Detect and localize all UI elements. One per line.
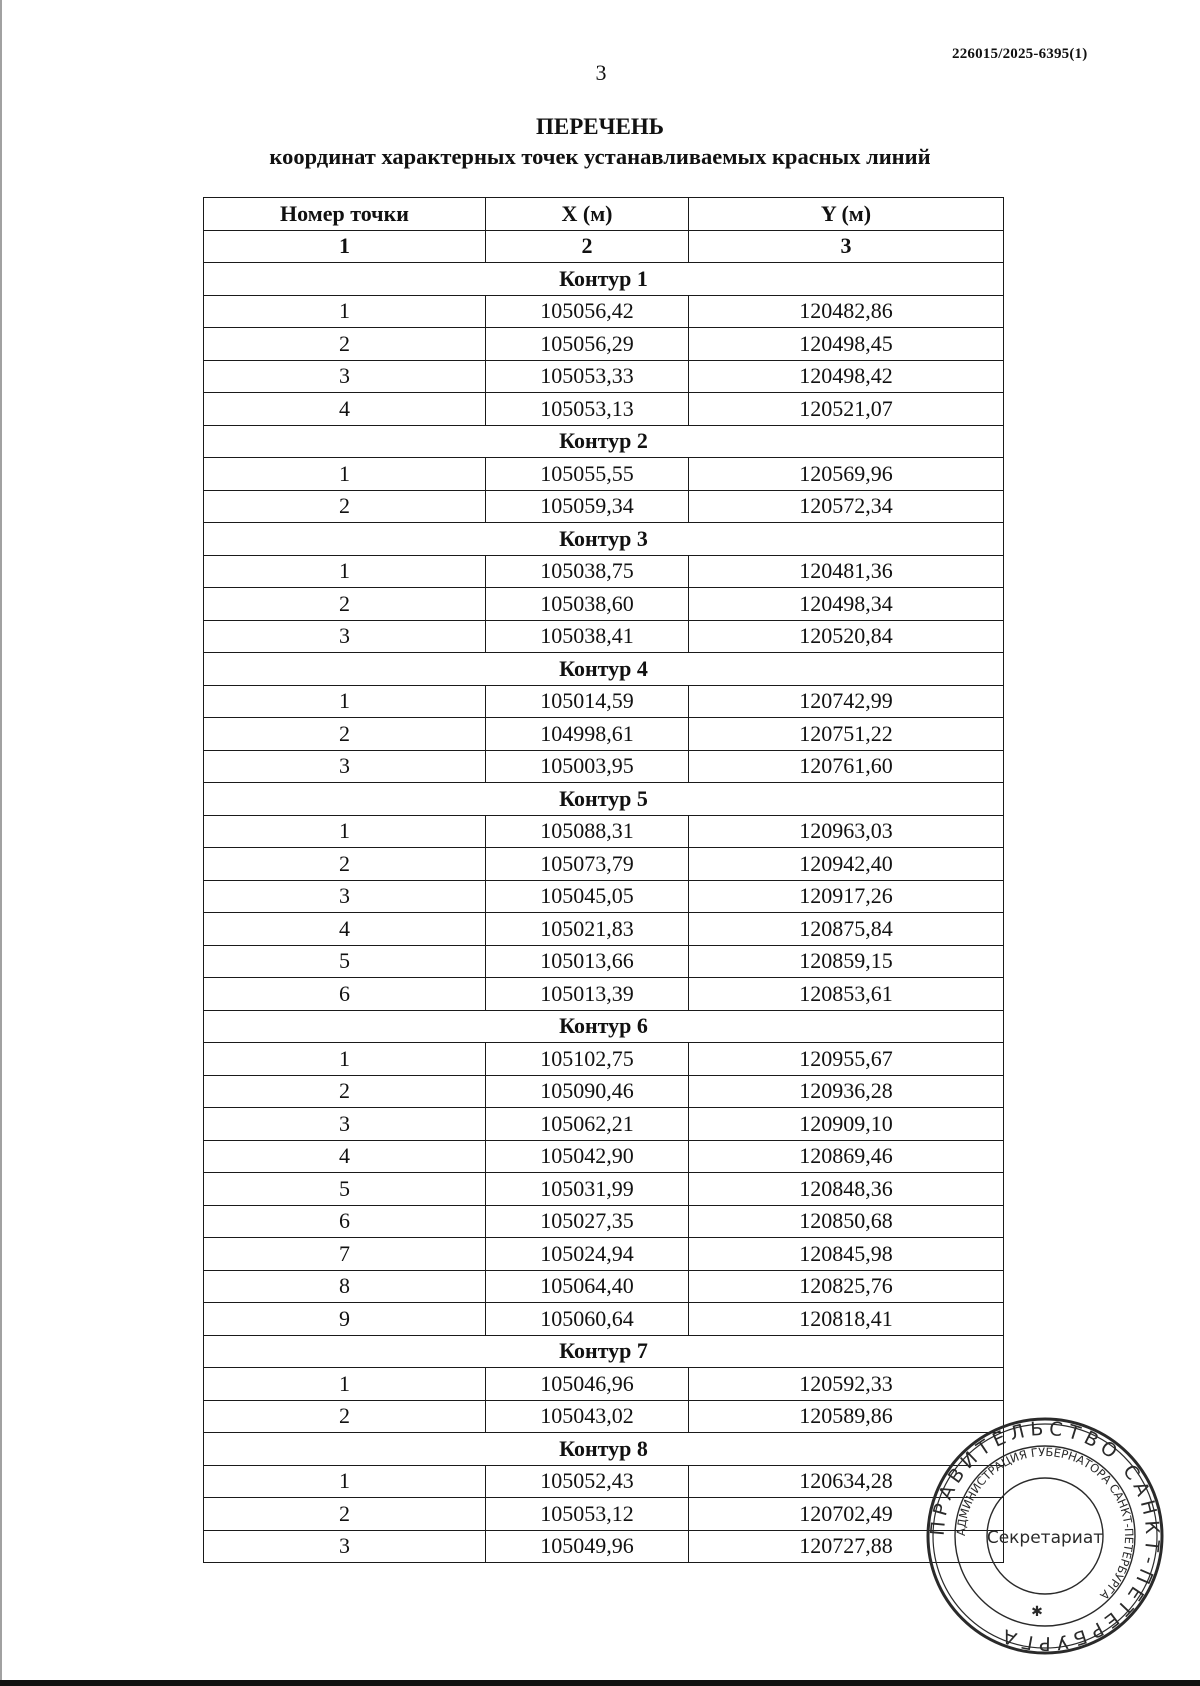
- x-coordinate-cell: 105027,35: [486, 1205, 689, 1238]
- x-coordinate-cell: 105102,75: [486, 1043, 689, 1076]
- y-coordinate-cell: 120875,84: [689, 913, 1004, 946]
- table-row: [204, 1238, 1004, 1271]
- table-row: [204, 1205, 1004, 1238]
- y-coordinate-cell: 120955,67: [689, 1043, 1004, 1076]
- x-coordinate-cell: 105045,05: [486, 880, 689, 913]
- point-number-cell: 2: [204, 1075, 486, 1108]
- x-coordinate-cell: 105064,40: [486, 1270, 689, 1303]
- contour-label: Контур 6: [204, 1010, 1004, 1043]
- contour-label: Контур 7: [204, 1335, 1004, 1368]
- point-number-cell: 7: [204, 1238, 486, 1271]
- x-coordinate-cell: 105052,43: [486, 1465, 689, 1498]
- y-coordinate-cell: 120869,46: [689, 1140, 1004, 1173]
- page-number: 3: [595, 60, 607, 85]
- x-coordinate-cell: 105038,41: [486, 620, 689, 653]
- point-number-cell: 6: [204, 978, 486, 1011]
- table-row: [204, 555, 1004, 588]
- point-number-cell: 2: [204, 848, 486, 881]
- x-coordinate-cell: 105046,96: [486, 1368, 689, 1401]
- point-number-cell: 9: [204, 1303, 486, 1336]
- table-row: [204, 1498, 1004, 1531]
- y-coordinate-cell: 120498,34: [689, 588, 1004, 621]
- table-row: [204, 393, 1004, 426]
- x-coordinate-cell: 105053,12: [486, 1498, 689, 1531]
- point-number-cell: 2: [204, 718, 486, 751]
- x-coordinate-cell: 105055,55: [486, 458, 689, 491]
- x-coordinate-cell: 105038,60: [486, 588, 689, 621]
- column-number: 2: [486, 230, 689, 263]
- x-coordinate-cell: 105013,66: [486, 945, 689, 978]
- y-coordinate-cell: 120634,28: [689, 1465, 1004, 1498]
- x-coordinate-cell: 105088,31: [486, 815, 689, 848]
- x-coordinate-cell: 105073,79: [486, 848, 689, 881]
- point-number-cell: 4: [204, 393, 486, 426]
- header-point-number: Номер точки: [204, 198, 486, 231]
- contour-header-row: [204, 653, 1004, 686]
- table-row: [204, 1173, 1004, 1206]
- scan-left-edge: [0, 0, 2, 1686]
- x-coordinate-cell: 105053,33: [486, 360, 689, 393]
- point-number-cell: 6: [204, 1205, 486, 1238]
- stamp-center-text: Секретариат: [986, 1528, 1104, 1548]
- table-row: [204, 588, 1004, 621]
- point-number-cell: 2: [204, 588, 486, 621]
- point-number-cell: 3: [204, 360, 486, 393]
- contour-header-row: [204, 425, 1004, 458]
- point-number-cell: 3: [204, 880, 486, 913]
- table-body: [204, 263, 1004, 1563]
- header-row: [204, 198, 1004, 231]
- y-coordinate-cell: 120761,60: [689, 750, 1004, 783]
- table-row: [204, 978, 1004, 1011]
- table-row: [204, 815, 1004, 848]
- header-y: Y (м): [689, 198, 1004, 231]
- scan-bottom-edge: [0, 1680, 1200, 1686]
- table-row: [204, 685, 1004, 718]
- table-row: [204, 1303, 1004, 1336]
- table-row: [204, 295, 1004, 328]
- y-coordinate-cell: 120845,98: [689, 1238, 1004, 1271]
- header-x: X (м): [486, 198, 689, 231]
- x-coordinate-cell: 105056,42: [486, 295, 689, 328]
- point-number-cell: 1: [204, 555, 486, 588]
- point-number-cell: 8: [204, 1270, 486, 1303]
- star-icon: ✱: [1031, 1604, 1043, 1620]
- y-coordinate-cell: 120963,03: [689, 815, 1004, 848]
- x-coordinate-cell: 105003,95: [486, 750, 689, 783]
- y-coordinate-cell: 120498,45: [689, 328, 1004, 361]
- point-number-cell: 5: [204, 1173, 486, 1206]
- y-coordinate-cell: 120909,10: [689, 1108, 1004, 1141]
- x-coordinate-cell: 105090,46: [486, 1075, 689, 1108]
- table-row: [204, 1108, 1004, 1141]
- point-number-cell: 1: [204, 295, 486, 328]
- y-coordinate-cell: 120592,33: [689, 1368, 1004, 1401]
- secretariat-stamp: [925, 1416, 1165, 1656]
- table-row: [204, 1530, 1004, 1563]
- x-coordinate-cell: 104998,61: [486, 718, 689, 751]
- x-coordinate-cell: 105038,75: [486, 555, 689, 588]
- x-coordinate-cell: 105043,02: [486, 1400, 689, 1433]
- x-coordinate-cell: 105014,59: [486, 685, 689, 718]
- y-coordinate-cell: 120727,88: [689, 1530, 1004, 1563]
- table-row: [204, 1140, 1004, 1173]
- table-row: [204, 945, 1004, 978]
- y-coordinate-cell: 120589,86: [689, 1400, 1004, 1433]
- point-number-cell: 3: [204, 620, 486, 653]
- x-coordinate-cell: 105021,83: [486, 913, 689, 946]
- table-row: [204, 913, 1004, 946]
- table-row: [204, 1368, 1004, 1401]
- y-coordinate-cell: 120825,76: [689, 1270, 1004, 1303]
- point-number-cell: 1: [204, 458, 486, 491]
- point-number-cell: 4: [204, 1140, 486, 1173]
- contour-header-row: [204, 523, 1004, 556]
- point-number-cell: 2: [204, 1498, 486, 1531]
- table-row: [204, 1465, 1004, 1498]
- table-row: [204, 1043, 1004, 1076]
- document-title: ПЕРЕЧЕНЬ: [536, 114, 664, 139]
- contour-label: Контур 5: [204, 783, 1004, 816]
- y-coordinate-cell: 120742,99: [689, 685, 1004, 718]
- table-row: [204, 458, 1004, 491]
- y-coordinate-cell: 120702,49: [689, 1498, 1004, 1531]
- point-number-cell: 1: [204, 1465, 486, 1498]
- contour-header-row: [204, 1335, 1004, 1368]
- table-row: [204, 1400, 1004, 1433]
- y-coordinate-cell: 120520,84: [689, 620, 1004, 653]
- x-coordinate-cell: 105059,34: [486, 490, 689, 523]
- point-number-cell: 3: [204, 1530, 486, 1563]
- table-row: [204, 718, 1004, 751]
- y-coordinate-cell: 120848,36: [689, 1173, 1004, 1206]
- contour-header-row: [204, 1433, 1004, 1466]
- column-number: 1: [204, 230, 486, 263]
- x-coordinate-cell: 105060,64: [486, 1303, 689, 1336]
- y-coordinate-cell: 120859,15: [689, 945, 1004, 978]
- column-number-row: [204, 230, 1004, 263]
- x-coordinate-cell: 105053,13: [486, 393, 689, 426]
- table-row: [204, 360, 1004, 393]
- y-coordinate-cell: 120569,96: [689, 458, 1004, 491]
- x-coordinate-cell: 105062,21: [486, 1108, 689, 1141]
- contour-label: Контур 2: [204, 425, 1004, 458]
- contour-label: Контур 8: [204, 1433, 1004, 1466]
- contour-label: Контур 3: [204, 523, 1004, 556]
- table-row: [204, 750, 1004, 783]
- table-row: [204, 490, 1004, 523]
- y-coordinate-cell: 120936,28: [689, 1075, 1004, 1108]
- y-coordinate-cell: 120818,41: [689, 1303, 1004, 1336]
- y-coordinate-cell: 120498,42: [689, 360, 1004, 393]
- point-number-cell: 3: [204, 1108, 486, 1141]
- contour-label: Контур 4: [204, 653, 1004, 686]
- contour-label: Контур 1: [204, 263, 1004, 296]
- point-number-cell: 1: [204, 1368, 486, 1401]
- x-coordinate-cell: 105042,90: [486, 1140, 689, 1173]
- y-coordinate-cell: 120942,40: [689, 848, 1004, 881]
- y-coordinate-cell: 120751,22: [689, 718, 1004, 751]
- table-row: [204, 620, 1004, 653]
- y-coordinate-cell: 120482,86: [689, 295, 1004, 328]
- table-row: [204, 848, 1004, 881]
- table-row: [204, 880, 1004, 913]
- y-coordinate-cell: 120850,68: [689, 1205, 1004, 1238]
- y-coordinate-cell: 120572,34: [689, 490, 1004, 523]
- point-number-cell: 3: [204, 750, 486, 783]
- x-coordinate-cell: 105024,94: [486, 1238, 689, 1271]
- contour-header-row: [204, 263, 1004, 296]
- table-row: [204, 1270, 1004, 1303]
- stamp-outer-text: ПРАВИТЕЛЬСТВО САНКТ-ПЕТЕРБУРГА: [926, 1417, 1164, 1655]
- document-id: 226015/2025-6395(1): [952, 46, 1088, 62]
- column-number: 3: [689, 230, 1004, 263]
- y-coordinate-cell: 120521,07: [689, 393, 1004, 426]
- stamp-inner-text: АДМИНИСТРАЦИЯ ГУБЕРНАТОРА САНКТ-ПЕТЕРБУРГА: [953, 1444, 1137, 1603]
- point-number-cell: 1: [204, 685, 486, 718]
- contour-header-row: [204, 1010, 1004, 1043]
- x-coordinate-cell: 105031,99: [486, 1173, 689, 1206]
- point-number-cell: 2: [204, 328, 486, 361]
- coordinates-table: [203, 197, 1004, 1563]
- x-coordinate-cell: 105013,39: [486, 978, 689, 1011]
- contour-header-row: [204, 783, 1004, 816]
- y-coordinate-cell: 120853,61: [689, 978, 1004, 1011]
- table-row: [204, 328, 1004, 361]
- point-number-cell: 4: [204, 913, 486, 946]
- point-number-cell: 5: [204, 945, 486, 978]
- x-coordinate-cell: 105056,29: [486, 328, 689, 361]
- point-number-cell: 2: [204, 490, 486, 523]
- table-row: [204, 1075, 1004, 1108]
- y-coordinate-cell: 120481,36: [689, 555, 1004, 588]
- point-number-cell: 2: [204, 1400, 486, 1433]
- y-coordinate-cell: 120917,26: [689, 880, 1004, 913]
- point-number-cell: 1: [204, 1043, 486, 1076]
- document-subtitle: координат характерных точек устанавливаемых красных линий: [269, 144, 931, 169]
- x-coordinate-cell: 105049,96: [486, 1530, 689, 1563]
- point-number-cell: 1: [204, 815, 486, 848]
